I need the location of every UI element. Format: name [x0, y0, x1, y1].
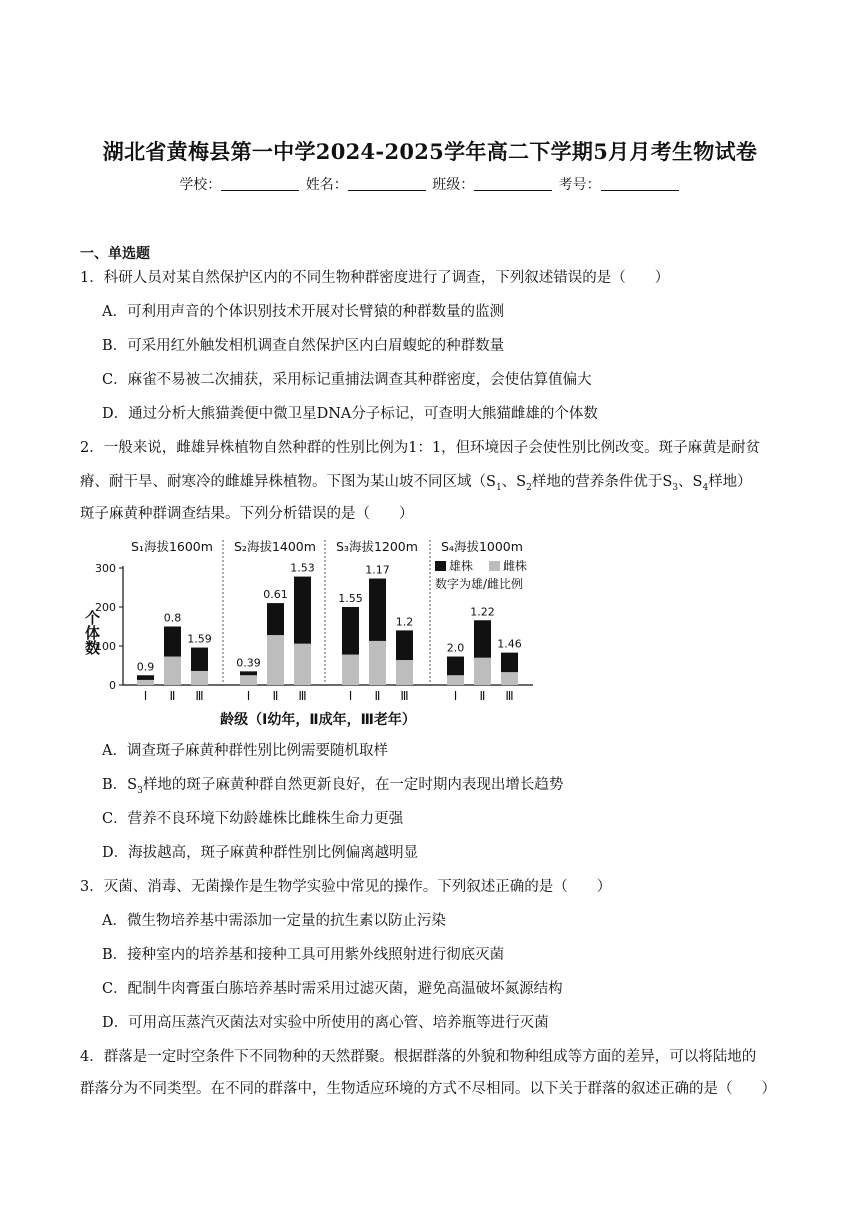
female-bar-segment	[137, 680, 154, 685]
exam-title: 湖北省黄梅县第一中学2024-2025学年高二下学期5月月考生物试卷	[102, 139, 758, 164]
question-2-option-a[interactable]: A．调查斑子麻黄种群性别比例需要随机取样	[102, 743, 388, 759]
question-4-stem-line-1: 4．群落是一定时空条件下不同物种的天然群聚。根据群落的外貌和物种组成等方面的差异，可以将陆地的	[80, 1049, 757, 1065]
panel-title: S₃海拔1200m	[336, 539, 418, 554]
x-tick-label: Ⅲ	[298, 689, 307, 703]
question-1-option-a[interactable]: A．可利用声音的个体识别技术开展对长臂猿的种群数量的监测	[102, 304, 504, 320]
ratio-data-label: 0.8	[163, 611, 182, 625]
y-tick-label: 300	[95, 562, 116, 575]
male-bar-segment	[267, 603, 284, 635]
x-tick-label: Ⅲ	[195, 689, 204, 703]
question-2-option-b[interactable]: B．$S_3$样地的斑子麻黄种群自然更新良好，在一定时期内表现出增长趋势	[102, 777, 564, 796]
ratio-data-label: 1.17	[365, 563, 390, 577]
female-bar-segment	[191, 671, 208, 685]
exam-number-blank[interactable]	[601, 176, 679, 191]
x-tick-label: Ⅰ	[348, 689, 353, 703]
female-bar-segment	[267, 635, 284, 685]
male-bar-segment	[191, 648, 208, 671]
question-3-option-c[interactable]: C．配制牛肉膏蛋白胨培养基时需采用过滤灭菌，避免高温破坏氮源结构	[102, 981, 563, 997]
male-bar-segment	[447, 657, 464, 676]
x-tick-label: Ⅲ	[505, 689, 514, 703]
female-bar-segment	[342, 655, 359, 685]
male-bar-segment	[240, 671, 257, 675]
female-bar-segment	[369, 641, 386, 685]
panel-title: S₂海拔1400m	[234, 539, 316, 554]
x-tick-label: Ⅰ	[453, 689, 458, 703]
section-heading: 一、单选题	[80, 246, 150, 262]
male-bar-segment	[164, 627, 181, 657]
question-1-option-b[interactable]: B．可采用红外触发相机调查自然保护区内白眉蝮蛇的种群数量	[102, 338, 505, 354]
male-bar-segment	[474, 620, 491, 657]
male-bar-segment	[396, 630, 413, 660]
question-1-option-c[interactable]: C．麻雀不易被二次捕获，采用标记重捕法调查其种群密度，会使估算值偏大	[102, 372, 592, 388]
ratio-data-label: 0.39	[236, 656, 261, 670]
ratio-data-label: 2.0	[446, 641, 465, 655]
x-tick-label: Ⅰ	[246, 689, 251, 703]
ratio-data-label: 1.2	[395, 615, 414, 629]
ratio-data-label: 0.61	[263, 588, 288, 602]
legend-male-label: 雄株	[449, 559, 474, 573]
ratio-data-label: 1.22	[470, 605, 495, 619]
question-3-stem: 3．灭菌、消毒、无菌操作是生物学实验中常见的操作。下列叙述正确的是（ ）	[80, 879, 612, 895]
class-blank[interactable]	[474, 176, 552, 191]
male-bar-segment	[501, 653, 518, 673]
question-3-option-a[interactable]: A．微生物培养基中需添加一定量的抗生素以防止污染	[102, 913, 446, 929]
x-tick-label: Ⅱ	[272, 689, 279, 703]
school-blank[interactable]	[221, 176, 299, 191]
ratio-data-label: 0.9	[136, 660, 155, 674]
name-blank[interactable]	[348, 176, 426, 191]
ratio-data-label: 1.59	[187, 632, 212, 646]
female-bar-segment	[240, 675, 257, 685]
x-tick-label: Ⅱ	[479, 689, 486, 703]
legend-female-label: 雌株	[503, 559, 528, 573]
legend-male-swatch	[435, 561, 446, 571]
female-bar-segment	[164, 657, 181, 685]
question-2-stem-line-1: 2．一般来说，雌雄异株植物自然种群的性别比例为1：1，但环境因子会使性别比例改变。斑子麻黄是耐贫	[80, 440, 761, 456]
male-bar-segment	[342, 607, 359, 655]
question-2-stem-line-3: 斑子麻黄种群调查结果。下列分析错误的是（ ）	[80, 506, 414, 522]
panel-title: S₁海拔1600m	[131, 539, 213, 554]
question-1-stem: 1．科研人员对某自然保护区内的不同生物种群密度进行了调查，下列叙述错误的是（ ）	[80, 270, 670, 286]
female-bar-segment	[396, 660, 413, 685]
y-tick-label: 200	[95, 601, 116, 614]
student-info-line	[0, 174, 860, 194]
exam-number-label: 考号：	[558, 177, 601, 193]
y-axis-label: 个体数	[83, 610, 101, 655]
question-1-option-d[interactable]: D．通过分析大熊猫粪便中微卫星DNA分子标记，可查明大熊猫雌雄的个体数	[102, 406, 598, 422]
y-tick-label: 0	[109, 679, 116, 692]
question-2-option-c[interactable]: C．营养不良环境下幼龄雄株比雌株生命力更强	[102, 811, 404, 827]
ratio-data-label: 1.55	[338, 592, 363, 605]
y-tick-label: 100	[95, 640, 116, 653]
x-tick-label: Ⅱ	[169, 689, 176, 703]
school-label: 学校：	[179, 177, 222, 193]
population-bar-chart	[78, 534, 548, 730]
class-label: 班级：	[432, 177, 475, 193]
x-tick-label: Ⅲ	[400, 689, 409, 703]
male-bar-segment	[294, 577, 311, 644]
panel-title: S₄海拔1000m	[441, 539, 523, 554]
female-bar-segment	[294, 644, 311, 685]
female-bar-segment	[447, 675, 464, 685]
legend-female-swatch	[489, 561, 500, 571]
question-3-option-d[interactable]: D．可用高压蒸汽灭菌法对实验中所使用的离心管、培养瓶等进行灭菌	[102, 1015, 549, 1031]
x-axis-label: 龄级（Ⅰ幼年，Ⅱ成年，Ⅲ老年）	[220, 712, 416, 728]
question-4-stem-line-2: 群落分为不同类型。在不同的群落中，生物适应环境的方式不尽相同。以下关于群落的叙述正确的是（ ）	[80, 1081, 776, 1097]
male-bar-segment	[369, 579, 386, 641]
question-2-stem-line-2: 瘠、耐干旱、耐寒冷的雌雄异株植物。下图为某山坡不同区域（$S_1$、$S_2$样地的营养条件优于$S_3$、$S_4$样地）	[80, 474, 752, 493]
legend-note: 数字为雄/雌比例	[435, 577, 524, 591]
ratio-data-label: 1.46	[497, 637, 522, 651]
x-tick-label: Ⅰ	[143, 689, 148, 703]
question-3-option-b[interactable]: B．接种室内的培养基和接种工具可用紫外线照射进行彻底灭菌	[102, 947, 505, 963]
question-2-option-d[interactable]: D．海拔越高，斑子麻黄种群性别比例偏离越明显	[102, 845, 419, 861]
male-bar-segment	[137, 675, 154, 680]
name-label: 姓名：	[305, 177, 348, 193]
female-bar-segment	[474, 658, 491, 685]
female-bar-segment	[501, 672, 518, 685]
x-tick-label: Ⅱ	[374, 689, 381, 703]
ratio-data-label: 1.53	[290, 561, 315, 575]
